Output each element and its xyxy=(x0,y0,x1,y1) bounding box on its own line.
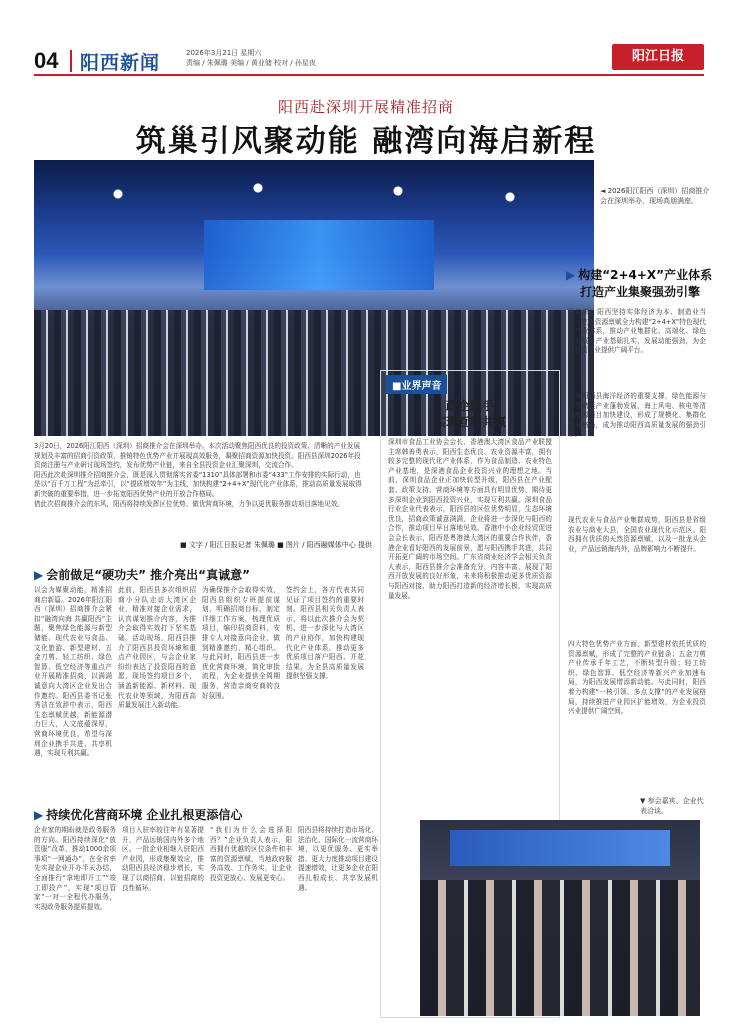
photo-people xyxy=(420,880,700,1016)
bottom-photo xyxy=(420,820,700,1016)
text-column: 作为阳西县海洋经济的重要支撑，绿色能源与新型储能产业蓬勃发展，海上风电、核电等清洁能源项目加快建设，形成了规模化、集群化发展格局，成为推动阳西高质量发展的强劲引擎。 xyxy=(568,392,706,439)
lead-paragraph: 阳西此次赴深圳推介招商推介会，既是深入贯彻落实省委“1310”具体部署和市委“433”工作安排的实际行动，也是以“百千万工程”为总牵引，以“提质增效年”为主线，加快构建“2+4+X”现代化产业体系，推动高质量发展取得新突破的重要举措，进一步拓宽阳西优势产业的开放合作格局。 xyxy=(34,470,362,498)
page-separator xyxy=(70,50,72,72)
date-line: 2026年3月21日 星期六 xyxy=(186,49,262,57)
masthead-meta xyxy=(186,48,316,68)
article-kicker: 阳西赴深圳开展精准招商 xyxy=(277,98,454,116)
section-heading: ▶ 构建“2+4+X”产业体系 打造产业集聚强劲引擎 xyxy=(566,268,713,299)
masthead xyxy=(0,0,732,80)
lead-paragraph: 借此次招商推介会的东风，阳西将持续发挥区位优势、做优营商环境，力争以更优服务推动项目落地见效。 xyxy=(34,499,344,508)
lead-paragraphs xyxy=(34,442,364,528)
photo-banner xyxy=(450,830,670,866)
lead-paragraph: 3月20日，2026阳江阳西（深圳）招商推介会在深圳举办。本次活动聚焦阳西优良的投资政策、清晰的产业发展规划及丰富的招商引资政策，推销特色优势产业并展现高效服务，凝聚招商资源加快投资。阳西县深圳2026年投资商注册与产业研讨现场签约，发布优势产业链，来自全县投资企业汇聚深圳，交流合作。 xyxy=(34,442,361,470)
stage-screen xyxy=(204,220,434,290)
article-headline: 筑巢引风聚动能 融湾向海启新程 xyxy=(135,124,597,159)
text-column: 企业家的期盼就是政务服务的方向。阳西持续深化“放管服”改革，推动1000余项事项“一网通办”，在全省率先实现企业开办半天办结，全面推行“拿地即开工”“竣工即投产”，实现“项目管家”一对一全程代办服务，实现政务服务提质提效。 xyxy=(34,826,116,911)
text-column: 项目入驻率较往年有显著提升，产品远销国内外多个地区。一批企业相继入驻阳西产业园，形成集聚效应，推动阳西县经济稳步增长，实现了以商招商、以链招商的良性循环。 xyxy=(122,826,204,892)
text-column: 四大特色优势产业方面，新型建材依托优质的资源禀赋，形成了完整的产业链条；五金刀剪产业传承千年工艺，不断转型升级；轻工纺织、绿色智算、低空经济等新兴产业加速布局，为阳西发展增添新动能。与此同时，阳西着力构建“一核引领、多点支撑”的产业发展格局，持续推进产业园区扩能增效，为企业投资兴业提供广阔空间。 xyxy=(568,640,706,716)
byline: ■ 文字 / 阳江日报记者 朱佩璐 ■ 图片 / 阳西融媒体中心 提供 xyxy=(180,541,372,549)
industry-voice-tag: ■业界声音 xyxy=(386,375,447,394)
text-column: 此前，阳西县多次组织招商小分队走访大湾区企业，精准对接企业需求，认真谋划推介内容，为推介会取得实效打下坚实基础。活动现场，阳西县推介了阳西县投资环境和重点产业园区，与会企业家纷纷表达了投资阳西的意愿，现场签约项目多个，涵盖新能源、新材料、现代农业等领域，为阳西高质量发展注入新动能。 xyxy=(118,586,196,710)
text-column: 为确保推介会取得实效，阳西县组织专班提前谋划，明确招商目标，制定详细工作方案，梳理优质项目，编印招商资料，安排专人对接意向企业，做到精准邀约、精心组织。与此同时，阳西县进一步优化营商环境，简化审批流程，为企业提供全周期服务，营造亲商安商的良好氛围。 xyxy=(202,586,280,700)
text-column: “我们为什么会选择阳西？”企业负责人表示，阳西拥有优越的区位条件和丰富的资源禀赋，当地政府服务高效、工作务实，让企业投资更放心、发展更安心。 xyxy=(210,826,292,882)
industry-voice-title: 政企携手 实现互利共赢 xyxy=(433,399,506,429)
triangle-icon: ▶ xyxy=(34,568,44,582)
text-column: 阳西县将持续打造市场化、法治化、国际化一流营商环境，以更优服务、更实举措、更大力度推动项目建设提速增效，让更多企业在阳西扎根成长、共享发展机遇。 xyxy=(298,826,378,892)
main-photo-caption: ◄ 2026阳江阳西（深圳）招商推介会在深圳举办，现场高朋满座。 xyxy=(600,187,710,205)
triangle-icon: ▶ xyxy=(566,268,576,282)
newspaper-logo: 阳江日报 xyxy=(612,44,704,70)
page-number: 04 xyxy=(34,48,59,73)
bottom-photo-caption: ▼ 参会嘉宾、企业代表洽谈。 xyxy=(640,797,704,815)
text-column: 现代农业与食品产业集群成势，阳西县是省级农业与商业大县，全国农业现代化示范区。阳西拥有优质的天然资源禀赋，以及一批龙头企业，产品远销海内外，品牌影响力不断提升。 xyxy=(568,516,706,553)
masthead-rule xyxy=(34,74,704,76)
section-heading: ▶ 会前做足“硬功夫” 推介亮出“真诚意” xyxy=(34,568,250,582)
text-column: 以会为媒聚动能，精准招商启新篇。2026年阳江阳西（深圳）招商推介会紧扣“融湾向海 共赢阳西”主题，聚焦绿色能源与新型储能、现代农业与食品、文化旅游、新型建材、五金刀剪、轻工纺织、绿色智算、低空经济等重点产业开展精准招商，以满满诚意向大湾区企业发出合作邀约。阳西县委书记张秀洁在致辞中表示，阳西生态禀赋优越，新能源潜力巨大，人文底蕴深厚，营商环境优良，希望与深圳企业携手共进、共享机遇，实现互利共赢。 xyxy=(34,586,112,758)
section-heading: ▶ 持续优化营商环境 企业扎根更添信心 xyxy=(34,808,243,822)
industry-voice-body: 深圳市食品工业协会会长、香港澳大湾区食品产业联盟主席韩善勇表示，阳西生态优良、农业资源丰富，拥有较多完整的现代化产业体系，作为食品制造、农业特色产业基地，是深港食品企业投资兴业的理想之地。当前，深圳食品企业正加快转型升级，阳西县在产业配套、政策支持、营商环境等方面具有明显优势，期待更多深圳企业到阳西投资兴业，实现互利共赢。深圳食品行业企业代表表示，阳西县的区位优势明显，生态环境优良，招商政策诚意满满，企业将进一步深化与阳西的合作，推动项目早日落地见效。香港中小企业经贸促进会会长表示，阳西是粤港澳大湾区的重要合作伙伴，香港企业看好阳西的发展前景，愿与阳西携手共进，共同开拓更广阔的市场空间。广东省商业经济学会相关负责人表示，阳西县推介会准备充分，内容丰富，展现了阳西开放发展的良好形象，未来将积极推动更多优质资源与阳西对接，助力阳西打造新的经济增长极，实现高质量发展。 xyxy=(388,438,552,600)
section-title: 阳西新闻 xyxy=(80,52,161,74)
text-column: 近年来，阳西坚持实体经济为本、制造业当家，立足资源禀赋全力构建“2+4+X”特色现代化产业体系，推动产业集群化、高端化、绿色化发展，产业基础扎实，发展动能强劲，为企业投资兴业提供广阔平台。 xyxy=(568,308,706,355)
triangle-icon: ▶ xyxy=(34,808,44,822)
staff-line: 责编 / 朱佩璐 美编 / 黄业储 校对 / 孙星夜 xyxy=(186,59,316,67)
text-column: 签约会上，各方代表共同见证了项目签约的重要时刻。阳西县相关负责人表示，将以此次推介会为契机，进一步深化与大湾区的产业协作，加快构建现代化产业体系，推动更多优质项目落户阳西、开花结果，为全县高质量发展提供坚强支撑。 xyxy=(286,586,364,681)
